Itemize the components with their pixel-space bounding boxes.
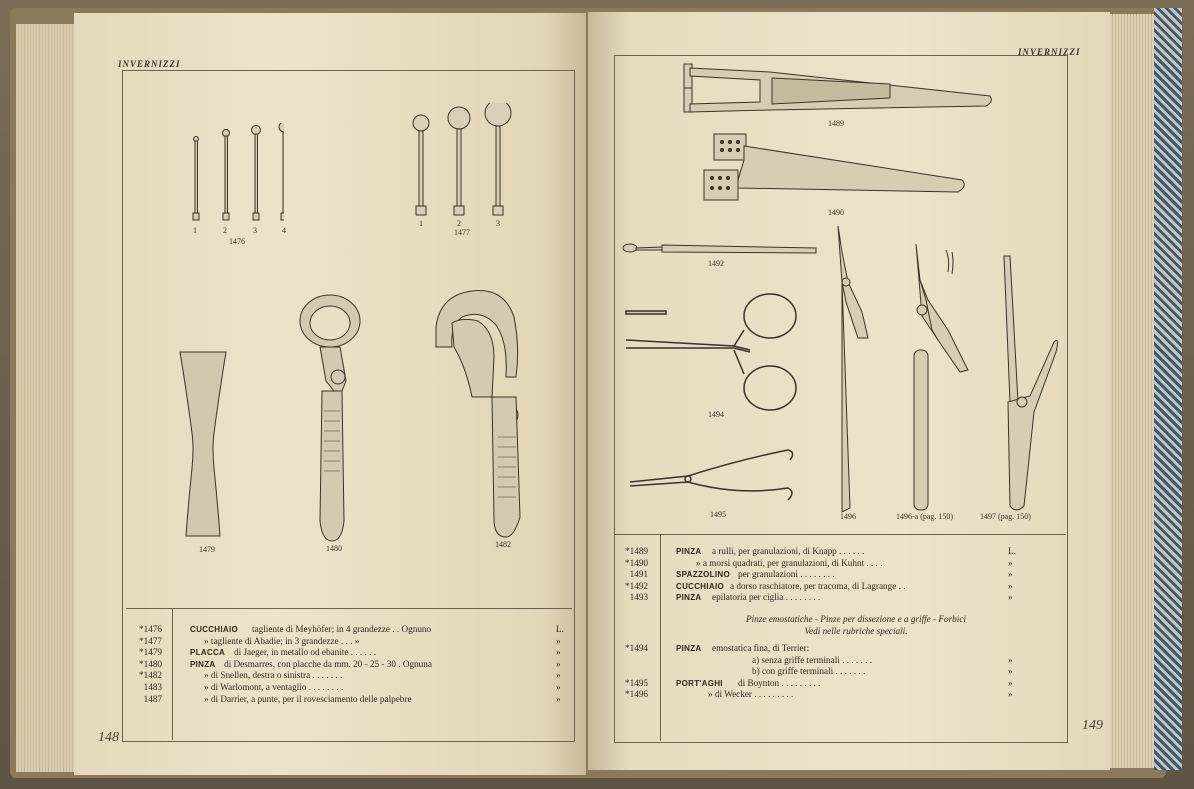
figure-1494-caption: 1494	[708, 410, 724, 419]
table-row: *1480 PINZA di Desmarres, con placche da mm. 20 - 25 - 30 . Ognuna »	[139, 658, 561, 669]
left-page	[74, 13, 586, 775]
figure-1477-caption: 1477	[454, 228, 470, 237]
figure-1476-size-1: 1	[193, 226, 197, 235]
right-page	[588, 12, 1110, 770]
figure-1497-illustration	[994, 252, 1064, 516]
table-row: 1487 » di Darrier, a punte, per il rovesciamento delle palpebre »	[143, 693, 561, 704]
table-row: *1489 PINZA a rulli, per granulazioni, di Knapp . . . . . . L.	[625, 546, 1016, 556]
table-row: *1490 » a morsi quadrati, per granulazioni, di Kuhnt . . . . »	[625, 557, 1013, 568]
figure-1495-illustration	[628, 436, 798, 506]
figure-1489-caption: 1489	[828, 119, 844, 128]
page-number: 148	[98, 730, 119, 745]
note-line: Pinze emostatiche - Pinze per dissezione e a griffe - Forbici	[746, 614, 966, 624]
table-row: *1477 » tagliente di Abadie; in 3 grandezze . . . » »	[139, 635, 561, 646]
left-price-table	[124, 624, 569, 705]
figure-1477-illustration	[404, 103, 524, 228]
page-header: INVERNIZZI	[1018, 47, 1081, 57]
table-divider	[614, 534, 1066, 535]
figure-1476-size-2: 2	[223, 226, 227, 235]
figure-1479-illustration	[174, 348, 234, 543]
table-row: *1496 » di Wecker . . . . . . . . . »	[625, 689, 1013, 700]
figure-1496a-illustration	[898, 240, 978, 520]
table-divider	[126, 608, 572, 609]
figure-1496a-caption: 1496-a (pag. 150)	[896, 512, 954, 521]
table-row: *1482 » di Snellen, destra o sinistra . . . . . . . »	[139, 670, 561, 681]
table-row: *1479 PLACCA di Jaeger, in metallo od ebanite . . . . . . »	[139, 647, 561, 658]
marbled-endpaper	[1154, 8, 1182, 770]
figure-1489-illustration	[680, 62, 996, 117]
figure-1496-caption: 1496	[840, 512, 856, 521]
figure-1476-size-4: 4	[282, 226, 286, 235]
figure-1480-illustration	[286, 291, 368, 547]
figure-1492-illustration	[622, 240, 818, 260]
table-row: 1483 » di Warlomont, a ventaglio . . . . . . . . »	[143, 681, 561, 692]
cross-reference-note	[686, 613, 1026, 637]
page-header: INVERNIZZI	[118, 59, 181, 69]
page-number: 149	[1082, 718, 1103, 733]
figure-1492-caption: 1492	[708, 259, 724, 268]
figure-1477-size-2: 2	[457, 219, 461, 228]
figure-1494-illustration	[624, 290, 800, 420]
table-row: 1493 PINZA epilatoria per ciglia . . . . . . . . »	[629, 592, 1013, 603]
table-column-rule	[172, 609, 173, 740]
table-row: *1476 CUCCHIAIO tagliente di Meyhöfer; in 4 grandezze . . Ognuno L.	[139, 624, 564, 634]
figure-1479-caption: 1479	[199, 545, 215, 554]
right-price-table-2	[610, 643, 1050, 701]
figure-1476-size-3: 3	[253, 226, 257, 235]
figure-1477-size-1: 1	[419, 219, 423, 228]
figure-1490-illustration	[700, 132, 970, 207]
figure-1490-caption: 1490	[828, 208, 844, 217]
table-row: *1494 PINZA emostatica fina, di Terrier:	[625, 643, 810, 653]
table-column-rule	[660, 535, 661, 741]
table-row: *1495 PORT'AGHI di Boynton . . . . . . . . . »	[625, 677, 1013, 688]
table-row: 1491 SPAZZOLINO per granulazioni . . . . . . . . »	[629, 569, 1013, 580]
table-row: *1492 CUCCHIAIO a dorso raschiatore, per tracoma, di Lagrange . . »	[625, 580, 1013, 591]
figure-1496-illustration	[828, 222, 878, 518]
table-row: a) senza griffe terminali . . . . . . . »	[752, 654, 1013, 665]
figure-1482-illustration	[422, 287, 532, 543]
table-row: b) con griffe terminali . . . . . . . »	[752, 666, 1013, 677]
figure-1476-illustration	[169, 123, 284, 233]
note-line: Vedi nelle rubriche speciali.	[804, 626, 908, 636]
right-price-table	[610, 546, 1050, 604]
figure-1477-size-3: 3	[496, 219, 500, 228]
figure-1495-caption: 1495	[710, 510, 726, 519]
figure-1476-caption: 1476	[229, 237, 245, 246]
figure-1497-caption: 1497 (pag. 150)	[980, 512, 1031, 521]
figure-1482-caption: 1482	[495, 540, 511, 549]
figure-1480-caption: 1480	[326, 544, 342, 553]
left-page-edges	[16, 24, 76, 772]
